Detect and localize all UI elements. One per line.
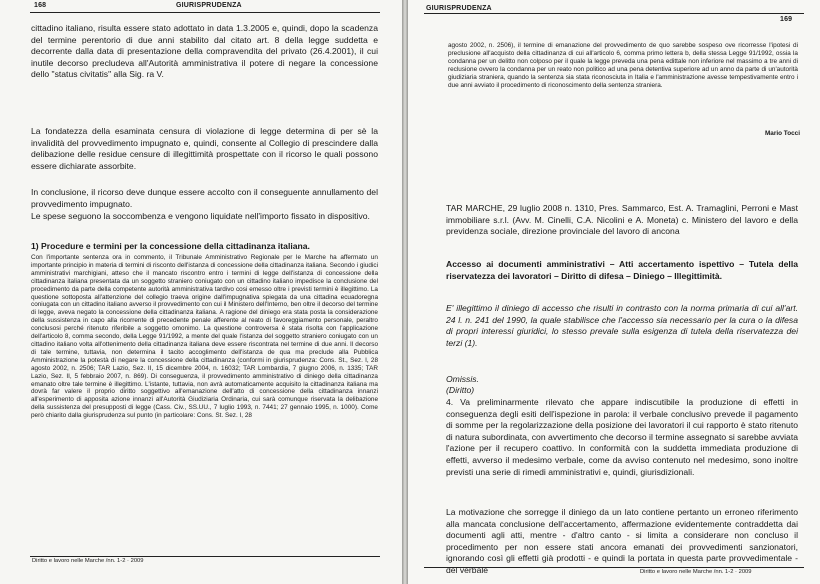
left-footer: Diritto e lavoro nelle Marche /nn. 1-2 · 2009 <box>32 558 144 564</box>
left-paragraph-4: Le spese seguono la soccombenza e vengono liquidate nell'importo fissato in dispositivo. <box>31 211 370 221</box>
right-massima-title: Accesso ai documenti amministrativi – Atti accertamento ispettivo – Tutela della riservatezza dei lavoratori – Diritto di difesa – Diniego – Illegittimità. <box>446 259 798 281</box>
right-page-number: 169 <box>780 16 793 23</box>
right-omissis: Omissis. <box>446 374 479 384</box>
left-page-number: 168 <box>34 2 47 9</box>
right-paragraph-5: La motivazione che sorregge il diniego da un lato contiene pertanto un erroneo riferimento alla mancata conclusione dell'accertamento, affermazione evidentemente contraddetta dai documenti agli atti, mentre - d'altro canto - si limita a considerare non concluso il procedimento per non essere stati ancora emanati dei provvedimenti sanzionatori, ignorando così gli effetti già prodotti - e quindi la portata in questa parte provvedimentale - del verbale <box>446 507 798 575</box>
left-note-text: Con l'importante sentenza ora in commento, il Tribunale Amministrativo Regionale per le Marche ha affermato un importante principio in materia di termini di risconto dell'istanza di concessione della cittadinanza italiana. Secondo i giudici amministrativi marchigiani, atteso che il mancato riscontro entro i termini di legge dell'istanza di concessione della cittadinanza italiana presentata da un soggetto straniero coniugato con un cittadino italiano impedisce la conclusione del procedimento da parte della competente autorità amministrativa tardivo cosi emesso oltre i previsti termini è illegittimo. La questione sottoposta all'attenzione del collegio traeva origine dall'impugnativa spiegata da una cittadina ecuadoregna coniugata con un cittadino italiano avverso il provvedimento con cui il Ministero dell'Interno, ben oltre il decorso del termine di legge, aveva negato la concessione della cittadinanza italiana. A ragione del diniego era stata posta la considerazione della sussistenza in capo alla ricorrente di precedente penale afferente al reato di favoreggiamento personale, peraltro conclusosi perché ritenuto riferibile a soggetto omonimo. La questione controversa è stata risolta con l'applicazione dell'articolo 8, comma secondo, della Legge 91/1992, a mente del quale l'istanza del soggetto straniero coniugato con un cittadino italiano volta all'ottenimento della cittadinanza italiana deve essere riscontrata nel termine di due anni. Il decorso di tale termine, tuttavia, non determina il tacito accoglimento dell'istanza de qua ma preclude alla Pubblica Amministrazione la potestà di negare la concessione della cittadinanza (conformi in giurisprudenza: Cons. St., Sez. I, 28 agosto 2002, n. 2506; TAR Lazio, Sez. II, 15 dicembre 2004, n. 16032; TAR Lombardia, 7 giugno 2006, n. 1335; TAR Lazio, Sez. II, 5 febbraio 2007, n. 869). Di conseguenza, il provvedimento amministrativo di diniego della cittadinanza emanato oltre tale termine è illegittimo. L'istante, tuttavia, non avrà automaticamente acquisito la cittadinanza italiana ma dovrà far valere il proprio diritto soggettivo all'emanazione dell'atto di concessione della cittadinanza innanzi all'esperimento di apposita azione innanzi all'Autorità Giudiziaria Ordinaria, cui sarà comunque riservata la delibazione della sussistenza del presupposti di legge (Cass. Civ., SS.UU., 7 luglio 1993, n. 7441; 27 gennaio 1995, n. 1000). Come però chiarito dalla giurisprudenza sul punto (in particolare: Cons. St. Sez. I, 28 <box>31 254 378 420</box>
right-page <box>408 0 820 584</box>
left-page <box>0 0 402 584</box>
left-paragraph-2: La fondatezza della esaminata censura di violazione di legge determina di per sè la invalidità del provvedimento impugnato e, quindi, consente al Collegio di prescindere dalla delibazione delle residue censure di illegittimità prospettate con il ricorso le quali possono essere dichiarate assorbite. <box>31 126 378 171</box>
left-running-head: GIURISPRUDENZA <box>176 2 242 9</box>
right-massima-text: E' illegittimo il diniego di accesso che risulti in contrasto con la norma primaria di cui all'art. 24 l. n. 241 del 1990, la quale stabilisce che l'accesso sia necessario per la cura o la difesa di propri interessi giuridici, lo stesso prevale sulla esigenza di tutela della riservatezza dei terzi (1). <box>446 303 798 348</box>
right-footer-rule <box>424 567 804 568</box>
left-note-heading: 1) Procedure e termini per la concessione della cittadinanza italiana. <box>31 241 310 251</box>
right-signature: Mario Tocci <box>764 130 800 137</box>
right-case-header: TAR MARCHE, 29 luglio 2008 n. 1310, Pres. Sammarco, Est. A. Tramaglini, Perroni e Mast immobiliare s.r.l. (Avv. M. Cinelli, C.A. Nicolini e A. Moneta) c. Ministero del lavoro e della previdenza sociale, direzione provinciale del lavoro di ancona <box>446 203 798 237</box>
right-note-continuation: agosto 2002, n. 2506), il termine di emanazione del provvedimento de quo sarebbe sospeso ove ricorresse l'ipotesi di preclusione all'acquisto della cittadinanza di cui all'articolo 6, comma primo lettera b, della stessa Legge 91/1992, ossia la condanna per un delitto non colposo per il quale la legge preveda una pena edittale non inferiore nel massimo a tre anni di reclusione ovvero la condanna per un reato non politico ad una pena detentiva superiore ad un anno da parte di un'autorità giudiziaria straniera, quando la sentenza sia stata riconosciuta in Italia e l'amministrazione avesse tempestivamente entro i due anni avviato il procedimento di riconoscimento della sentenza straniera. <box>448 42 798 89</box>
left-footer-rule <box>30 556 380 557</box>
left-header-rule <box>30 12 380 13</box>
left-paragraph-3: In conclusione, il ricorso deve dunque essere accolto con il conseguente annullamento del provvedimento impugnato. <box>31 187 378 209</box>
left-paragraph-1: cittadino italiano, risulta essere stato adottato in data 1.3.2005 e, quindi, dopo la scadenza del termine perentorio di due anni stabilito dal citato art. 8 della legge suddetta e decorrente dalla data di presentazione della compravendita del privato (26.4.2001), il cui inutile decorso precludeva all'Autorità amministrativa il potere di negare la concessione dello "status civitatis" alla Sig. ra V. <box>31 23 378 80</box>
right-diritto: (Diritto) <box>446 385 475 395</box>
right-paragraph-4: 4. Va preliminarmente rilevato che appare indiscutibile la produzione di effetti in conseguenza degli esiti dell'ispezione in parola: il verbale conclusivo prevede il pagamento di somme per la regolarizzazione della posizione dei lavoratori il cui rapporto è stato ritenuto di natura subordinata, con avvertimento che decorso il termine assegnato si sarebbe avviata l'azione per il recupero coattivo. In conformità con la suddetta immediata produzione di effetti, avverso il medesimo verbale, come da avviso contenuto nel medesimo, sono inoltre previsti una serie di rimedi amministrativi e, quindi, giurisdizionali. <box>446 397 798 477</box>
right-header-rule <box>424 13 804 14</box>
right-footer: Diritto e lavoro nelle Marche /nn. 1-2 · 2009 <box>640 569 752 575</box>
right-running-head: GIURISPRUDENZA <box>426 5 492 12</box>
